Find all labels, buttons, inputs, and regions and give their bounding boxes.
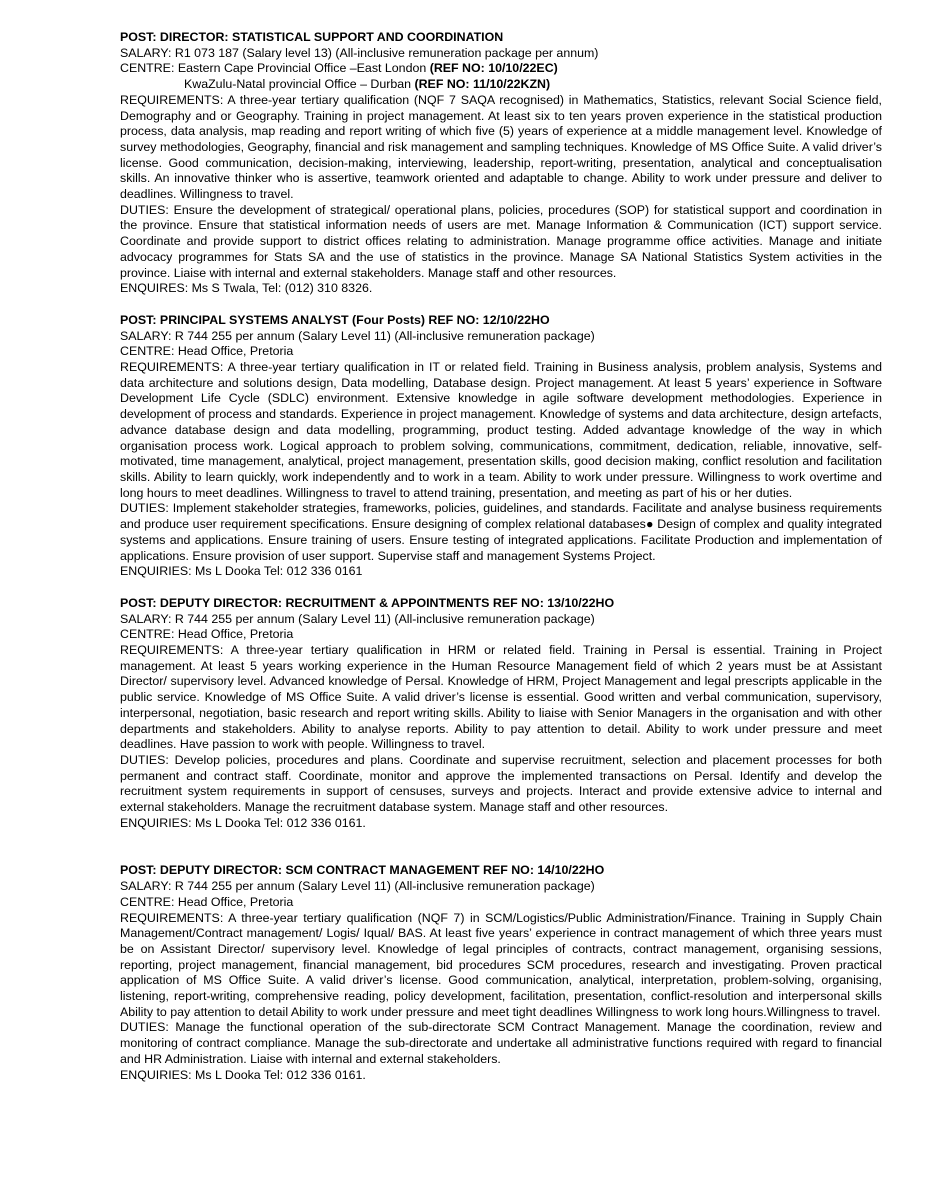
- post-title: POST: DEPUTY DIRECTOR: RECRUITMENT & APPOINTMENTS REF NO: 13/10/22HO: [120, 595, 615, 610]
- spacer: [120, 580, 882, 596]
- duties-text: DUTIES: Develop policies, procedures and plans. Coordinate and supervise recruitment, selection and placement processes for both permanent and contract staff. Coordinate, monitor and approve the implemented transactions on Persal. Identify and develop the recruitment system requirements in support of censuses, surveys and projects. Interact and provide extensive advice to internal and external stakeholders. Manage the recruitment database system. Manage staff and other resources.: [120, 752, 882, 815]
- post-title: POST: PRINCIPAL SYSTEMS ANALYST (Four Posts) REF NO: 12/10/22HO: [120, 312, 550, 327]
- post-principal-systems-analyst: [120, 313, 882, 580]
- duties-text: DUTIES: Manage the functional operation of the sub-directorate SCM Contract Management. Manage the coordination, review and monitoring of contract compliance. Manage the sub-directorate and undertake all administrative functions required with regard to financial and HR Administration. Liaise with internal and external stakeholders.: [120, 1020, 882, 1066]
- post-director-statistical-support: [120, 30, 882, 297]
- post-deputy-director-scm-contract: [120, 863, 882, 1083]
- duties-text: DUTIES: Implement stakeholder strategies, frameworks, policies, guidelines, and standards. Facilitate and analyse business requirements and produce user requirement specifications. Ensure designing of complex relational databases● Design of complex and quality integrated systems and applications. Ensure training of users. Ensure testing of integrated applications. Facilitate Production and implementation of applications. Ensure provision of user support. Supervise staff and management Systems Project.: [120, 501, 882, 563]
- requirements-text: REQUIREMENTS: A three-year tertiary qualification in HRM or related field. Training in Persal is essential. Training in Project management. At least 5 years working experience in the Human Resource Management field of which 2 years must be at Assistant Director/ supervisory level. Advanced knowledge of Persal. Knowledge of HRM, Project Management and legal prescripts applicable in the public service. Knowledge of MS Office Suite. A valid driver’s license is essential. Good written and verbal communication, supervisory, interpersonal, negotiation, basic research and report writing skills. Ability to liaise with Senior Managers in the organisation and with other departments and stakeholders. Ability to analyse reports. Ability to pay attention to detail. Ability to work under pressure and meet deadlines. Have passion to work with people. Willingness to travel.: [120, 643, 882, 752]
- post-title: POST: DEPUTY DIRECTOR: SCM CONTRACT MANAGEMENT REF NO: 14/10/22HO: [120, 863, 605, 878]
- salary-text: SALARY: R 744 255 per annum (Salary Level 11) (All-inclusive remuneration package): [120, 879, 595, 894]
- salary-text: SALARY: R 744 255 per annum (Salary Level 11) (All-inclusive remuneration package): [120, 328, 595, 343]
- ref-number: (REF NO: 10/10/22EC): [429, 61, 558, 76]
- centre-text: CENTRE: Head Office, Pretoria: [120, 344, 294, 359]
- spacer: [120, 297, 882, 313]
- centre-text: CENTRE: Head Office, Pretoria: [120, 894, 294, 909]
- spacer: [120, 831, 882, 863]
- enquiries-text: ENQUIRES: Ms S Twala, Tel: (012) 310 8326.: [120, 281, 373, 296]
- centre-text: CENTRE: Head Office, Pretoria: [120, 627, 294, 642]
- requirements-text: REQUIREMENTS: A three-year tertiary qualification (NQF 7) in SCM/Logistics/Public Administration/Finance. Training in Supply Chain Management/Contract management/ Logis/ Iqual/ BAS. At least five years’ experience in contract management of which three years must be on Assistant Director/ supervisory level. Knowledge of legal principles of contracts, contract management, organising sessions, reporting, project management, financial management, bid procedures SCM procedures, research and investigating. Proven practical application of MS Office Suite. A valid driver’s license. Good communication, analytical, interpretation, problem-solving, organising, listening, report-writing, comprehensive reading, policy development, facilitation, presentation, conflict-resolution and interpersonal skills Ability to pay attention to detail Ability to work under pressure and meet tight deadlines Willingness to work long hours.Willingness to travel.: [120, 910, 882, 1019]
- enquiries-text: ENQUIRIES: Ms L Dooka Tel: 012 336 0161: [120, 564, 363, 579]
- duties-text: DUTIES: Ensure the development of strategical/ operational plans, policies, procedures (SOP) for statistical support and coordination in the province. Ensure that statistical information needs of users are met. Manage Information & Communication (ICT) support service. Coordinate and provide support to district offices relating to administration. Manage programme office activities. Manage and initiate advocacy programmes for Stats SA and the use of statistics in the province. Manage SA National Statistics System activities in the province. Liaise with internal and external stakeholders. Manage staff and other resources.: [120, 202, 882, 280]
- enquiries-text: ENQUIRIES: Ms L Dooka Tel: 012 336 0161.: [120, 1067, 366, 1082]
- enquiries-text: ENQUIRIES: Ms L Dooka Tel: 012 336 0161.: [120, 815, 366, 830]
- document-page: [120, 30, 882, 1083]
- salary-text: SALARY: R1 073 187 (Salary level 13) (All-inclusive remuneration package per annum): [120, 45, 599, 60]
- requirements-text: REQUIREMENTS: A three-year tertiary qualification in IT or related field. Training in Business analysis, problem analysis, Systems and data architecture and solutions design, Data modelling, Database design. Project management. At least 5 years’ experience in Software Development Life Cycle (SDLC) environment. Extensive knowledge in agile software development methodologies. Experience in development of process and standards. Experience in project management. Knowledge of systems and data architecture, design artefacts, advance database design and data modelling, programming, product testing. Added advantage knowledge of the way in which organisation process work. Logical approach to problem solving, communications, commitment, dedication, reliable, innovative, self-motivated, time management, analytical, project management, presentation skills, good decision making, conflict resolution and facilitation skills. Ability to learn quickly, work independently and to work in a team. Ability to work under pressure. Willingness to work overtime and long hours to meet deadlines. Willingness to travel to attend training, presentation, and meeting as part of his or her duties.: [120, 360, 882, 500]
- centre-text: CENTRE: Eastern Cape Provincial Office –East London: [120, 61, 430, 76]
- centre-line: [120, 77, 882, 93]
- post-title: POST: DIRECTOR: STATISTICAL SUPPORT AND COORDINATION: [120, 30, 504, 44]
- requirements-text: REQUIREMENTS: A three-year tertiary qualification (NQF 7 SAQA recognised) in Mathematics, Statistics, relevant Social Science field, Demography and or Geography. Training in project management. At least six to ten years proven experience in the statistical production process, data analysis, map reading and report writing of which five (5) years of experience at a middle management level. Knowledge of survey methodologies, Geography, financial and risk management and sampling techniques. Knowledge of MS Office Suite. A valid driver’s license. Good communication, decision-making, interviewing, leadership, report-writing, presentation, analytical and conceptualisation skills. An innovative thinker who is assertive, teamwork oriented and adaptable to change. Ability to work under pressure and deliver to deadlines. Willingness to travel.: [120, 92, 882, 202]
- centre-text: KwaZulu-Natal provincial Office – Durban: [184, 77, 415, 92]
- centre-line: [120, 61, 882, 77]
- salary-text: SALARY: R 744 255 per annum (Salary Level 11) (All-inclusive remuneration package): [120, 611, 595, 626]
- post-deputy-director-recruitment: [120, 596, 882, 832]
- ref-number: (REF NO: 11/10/22KZN): [414, 77, 551, 92]
